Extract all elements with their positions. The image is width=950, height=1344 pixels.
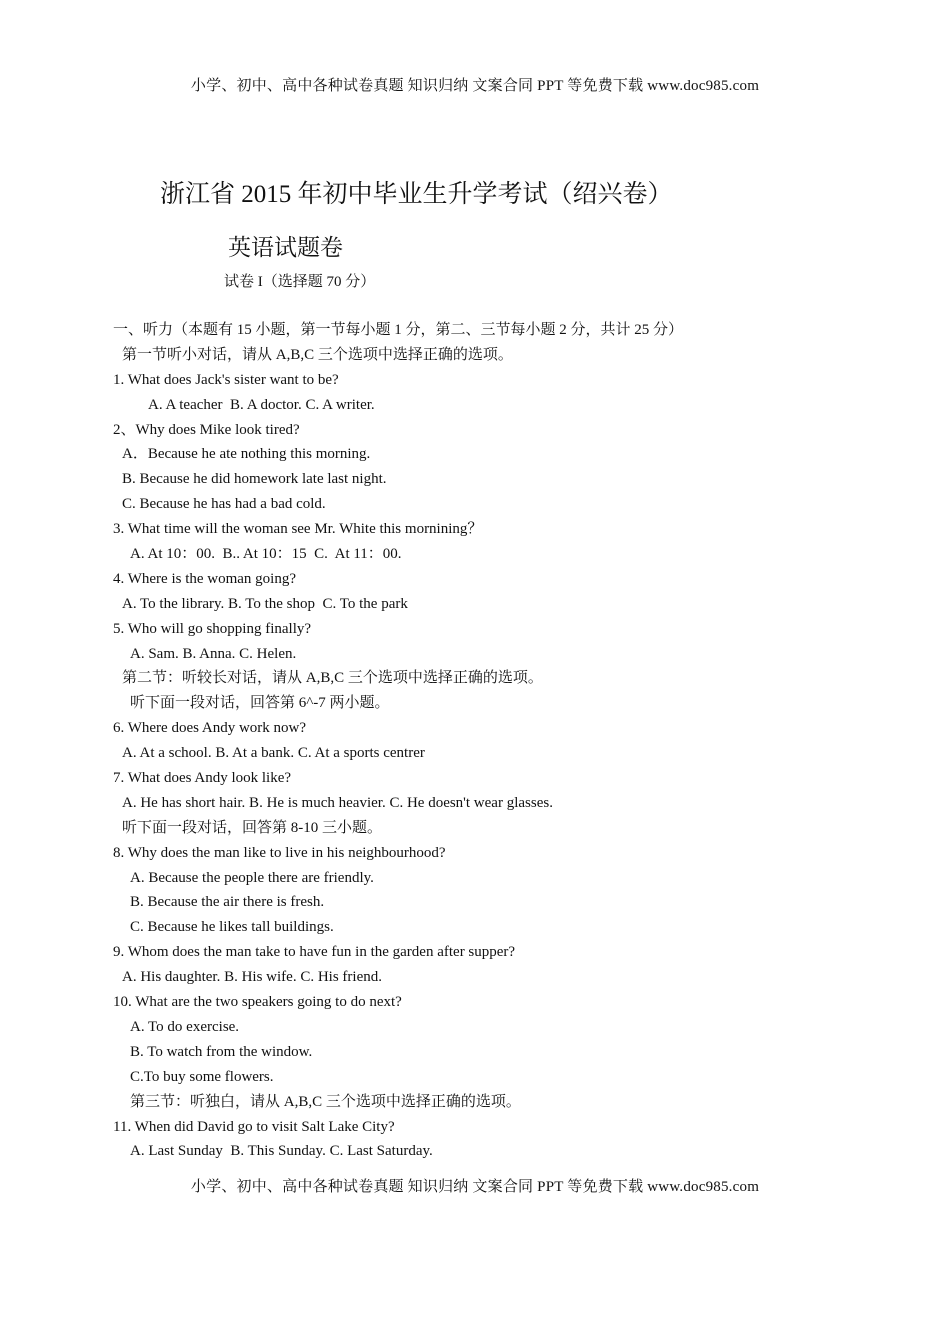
question-text: 6. Where does Andy work now? xyxy=(113,720,307,737)
exam-subtitle: 英语试题卷 xyxy=(228,235,343,260)
question-options: A. At a school. B. At a bank. C. At a sports centrer xyxy=(122,745,425,762)
question-option: A. Because the people there are friendly. xyxy=(130,869,374,886)
question-options: A. He has short hair. B. He is much heavier. C. He doesn't wear glasses. xyxy=(122,794,553,811)
question-text: 5. Who will go shopping finally? xyxy=(113,620,312,637)
part-instruction: 第三节：听独白，请从 A,B,C 三个选项中选择正确的选项。 xyxy=(130,1093,521,1110)
question-text: 3. What time will the woman see Mr. White this mornining？ xyxy=(113,521,483,538)
question-text: 8. Why does the man like to live in his neighbourhood? xyxy=(113,844,446,861)
exam-title: 浙江省 2015 年初中毕业生升学考试（绍兴卷） xyxy=(160,181,673,208)
page-header: 小学、初中、高中各种试卷真题 知识归纳 文案合同 PPT 等免费下载 www.doc985.com xyxy=(190,78,760,94)
question-text: 7. What does Andy look like? xyxy=(113,770,292,787)
question-options: A. Sam. B. Anna. C. Helen. xyxy=(130,645,297,662)
exam-content xyxy=(113,318,913,1164)
question-text: 1. What does Jack's sister want to be? xyxy=(113,371,339,388)
question-text: 4. Where is the woman going? xyxy=(113,570,297,587)
question-option: A．Because he ate nothing this morning. xyxy=(122,446,371,463)
section-heading-listening: 一、听力（本题有 15 小题，第一节每小题 1 分，第二、三节每小题 2 分，共计 25 分） xyxy=(113,322,684,338)
question-options: A. To the library. B. To the shop C. To the park xyxy=(122,595,408,612)
question-option: C.To buy some flowers. xyxy=(130,1068,274,1085)
question-option: B. To watch from the window. xyxy=(130,1043,313,1060)
question-option: A. To do exercise. xyxy=(130,1018,240,1035)
question-option: C. Because he likes tall buildings. xyxy=(130,919,334,936)
question-text: 9. Whom does the man take to have fun in the garden after supper? xyxy=(113,944,516,961)
question-option: B. Because he did homework late last night. xyxy=(122,471,387,488)
question-options: A. Last Sunday B. This Sunday. C. Last Saturday. xyxy=(130,1143,433,1160)
question-text: 11. When did David go to visit Salt Lake City? xyxy=(113,1118,395,1135)
part-instruction: 第一节听小对话，请从 A,B,C 三个选项中选择正确的选项。 xyxy=(122,346,513,363)
question-options: A. A teacher B. A doctor. C. A writer. xyxy=(148,396,375,413)
paper-section-title: 试卷 I（选择题 70 分） xyxy=(224,274,376,290)
question-options: A. At 10：00. B.. At 10：15 C. At 11：00. xyxy=(130,546,402,563)
question-option: C. Because he has had a bad cold. xyxy=(122,496,326,513)
question-text: 10. What are the two speakers going to do next? xyxy=(113,994,402,1011)
question-option: B. Because the air there is fresh. xyxy=(130,894,325,911)
question-text: 2、Why does Mike look tired? xyxy=(113,421,300,438)
page-footer: 小学、初中、高中各种试卷真题 知识归纳 文案合同 PPT 等免费下载 www.doc985.com xyxy=(190,1179,760,1195)
question-options: A. His daughter. B. His wife. C. His friend. xyxy=(122,969,382,986)
part-instruction: 第二节：听较长对话，请从 A,B,C 三个选项中选择正确的选项。 xyxy=(122,670,543,687)
dialogue-instruction: 听下面一段对话，回答第 8-10 三小题。 xyxy=(122,819,382,836)
dialogue-instruction: 听下面一段对话，回答第 6^-7 两小题。 xyxy=(130,695,390,712)
